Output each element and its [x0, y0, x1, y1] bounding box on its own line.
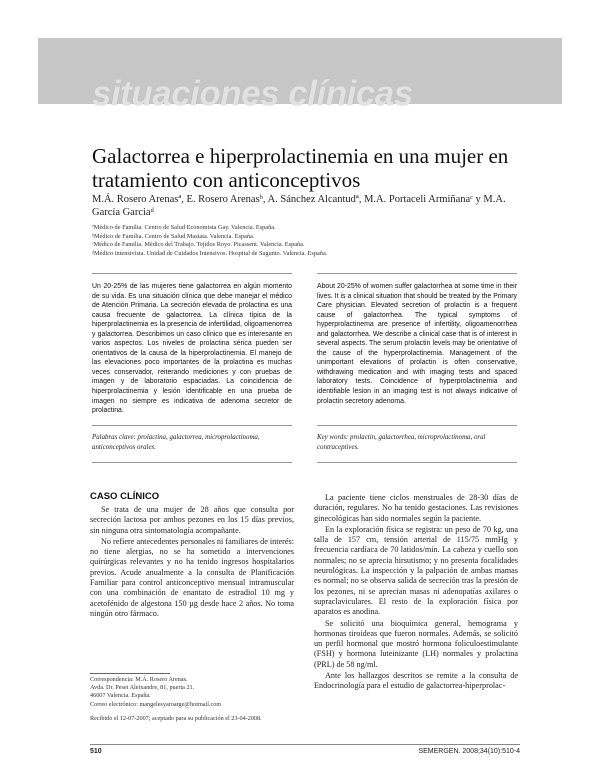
- keywords-english-text: Key words: prolactin, galactorrhea, microprolactinoma, oral contraceptives.: [317, 434, 486, 451]
- abstract-en-bottom-rule: [317, 462, 517, 463]
- abstract-top-rule: [92, 273, 292, 274]
- abstract-en-divider: [317, 425, 517, 426]
- correspondence-line: Avda. Dr. Peset Aleixandre, 81, puerta 21.: [90, 684, 195, 692]
- abstract-spanish: Un 20-25% de las mujeres tiene galactorrea en algún momento de su vida. Es una situación clínica que debe manejar el médico de Atención Primaria. La secreción elevada de prolactina es una causa frecuente de galactorrea. La clínica típica de la hiperprolactinemia es la presencia de infertilidad, oligoamenorrea y galactorrea. Describimos un caso clínico que es interesante en varios aspectos. Los niveles de prolactina sérica pueden ser orientativos de la causa de la hiperprolactinemia. El manejo de las elevaciones poco importantes de la prolactina es muchas veces conservador, reiterando mediciones y con pruebas de imagen y de laboratorio espaciadas. La coincidencia de hiperprolactinemia y lesión identificable en una prueba de imagen no siempre es indicativa de adenoma secretor de prolactina.: [92, 283, 292, 415]
- correspondence-line: Correspondencia: M.Á. Rosero Arenas.: [90, 676, 188, 683]
- page-number: 510: [90, 748, 102, 755]
- section-heading: CASO CLÍNICO: [90, 491, 160, 502]
- affiliation-item: ᵈMédico intensivista. Unidad de Cuidados Intensivos. Hospital de Sagunto. Valencia. España.: [92, 249, 328, 257]
- author-list: M.Á. Rosero Arenasª, E. Rosero Arenasᵇ, A. Sánchez Alcantudª, M.A. Portaceli Armiñanaᶜ y M.A. García Garciaᵈ: [92, 194, 506, 218]
- body-paragraph: En la exploración física se registra: un peso de 70 kg, una talla de 157 cm, tensión arterial de 115/75 mmHg y frecuencia cardíaca de 70 latidos/min. La cabeza y cuello son normales; no se aprecia hirsutismo; y no presenta focalidades neurológicas. La inspección y la palpación de ambas mamas es normal; no se observa salida de secreción tras la presión de los pezones, ni se aprecian masas ni adenopatías axilares o supraclaviculares. El resto de la exploración física por aparatos es anodina.: [314, 524, 518, 617]
- correspondence-line: Correo electrónico: mangelesyaroarge@hotmail.com: [90, 700, 222, 708]
- correspondence: [90, 676, 262, 723]
- section-banner-label: situaciones clínicas: [92, 74, 413, 113]
- body-left-column: [90, 505, 294, 620]
- keywords-english: [317, 433, 517, 452]
- article-title: Galactorrea e hiperprolactinemia en una mujer en tratamiento con anticonceptivos: [92, 144, 509, 192]
- affiliations: [92, 224, 532, 258]
- abstract-bottom-rule: [92, 462, 292, 463]
- body-paragraph: La paciente tiene ciclos menstruales de 28-30 días de duración, regulares. No ha tenido gestaciones. Las revisiones ginecológicas han sido normales según la paciente.: [314, 493, 518, 523]
- affiliation-item: ªMédico de Familia. Centro de Salud Economista Gay. Valencia. España.: [92, 224, 276, 231]
- keywords-spanish-text: Palabras clave: prolactina, galactorrea, microprolactinoma, anticonceptivos orales.: [92, 434, 260, 451]
- body-paragraph: Se trata de una mujer de 28 años que consulta por secreción lactosa por ambos pezones en los 15 días previos, sin ninguna otra sintomatología acompañante.: [90, 505, 294, 535]
- body-paragraph: Ante los hallazgos descritos se remite a la consulta de Endocrinología para el estudio de galactorrea-hiperprolac-: [314, 671, 518, 691]
- affiliation-item: ᶜMédico de Familia. Médico del Trabajo. Tejidos Royo. Picassent. Valencia. España.: [92, 241, 305, 249]
- footnote-rule: [90, 673, 170, 674]
- body-paragraph: No refiere antecedentes personales ni familiares de interés: no tiene alergias, no se ha sometido a intervenciones quirúrgicas relevantes y no ha tenido ingresos hospitalarios previos. Acude anualmente a la consulta de Planificación Familiar para control anticonceptivo mensual intramuscular con una combinación de enantato de estradiol 10 mg y acetofénido de algestona 150 µg desde hace 2 años. No toma ningún otro fármaco.: [90, 536, 294, 618]
- footer-rule: [90, 744, 520, 745]
- correspondence-line: 46007 Valencia. España.: [90, 692, 151, 700]
- abstract-english: About 20-25% of women suffer galactorrhea at some time in their lives. It is a clinical situation that should be treated by the Primary Care physician. Elevated secretion of prolactin is a frequent cause of galactorrhea. The typical symptoms of hyperprolactinema are presence of infertility, oligoamenorrhea and galactorrhea. We describe a clinical case that is of interest in several aspects. The serum prolactin levels may be orientative of the cause of the hyperprolactinemia. Management of the unimportant elevations of prolactin is often conservative, withdrawing medication and with imaging tests and spaced laboratory tests. Coincidence of hyperprolactinemia and identifiable lesion in an imaging test is not always indicative of prolactin secretory adenoma.: [317, 283, 517, 405]
- body-paragraph: Se solicitó una bioquímica general, hemograma y hormonas tiroideas que fueron normales. Además, se solicitó un perfil hormonal que mostró hormona foliculoestimulante (FSH) y hormona luteinizante (LH) normales y prolactina (PRL) de 58 ng/ml.: [314, 618, 518, 669]
- received-date: Recibido el 12-07-2007; aceptado para su publicación el 23-04-2008.: [90, 714, 262, 722]
- abstract-en-top-rule: [317, 273, 517, 274]
- body-right-column: [314, 493, 518, 693]
- journal-citation: SEMERGEN. 2008;34(10):510-4: [418, 748, 520, 755]
- abstract-divider: [92, 425, 292, 426]
- affiliation-item: ᵇMédico de Familia. Centro de Salud Masiata. Valencia. España.: [92, 232, 255, 240]
- keywords-spanish: [92, 433, 292, 452]
